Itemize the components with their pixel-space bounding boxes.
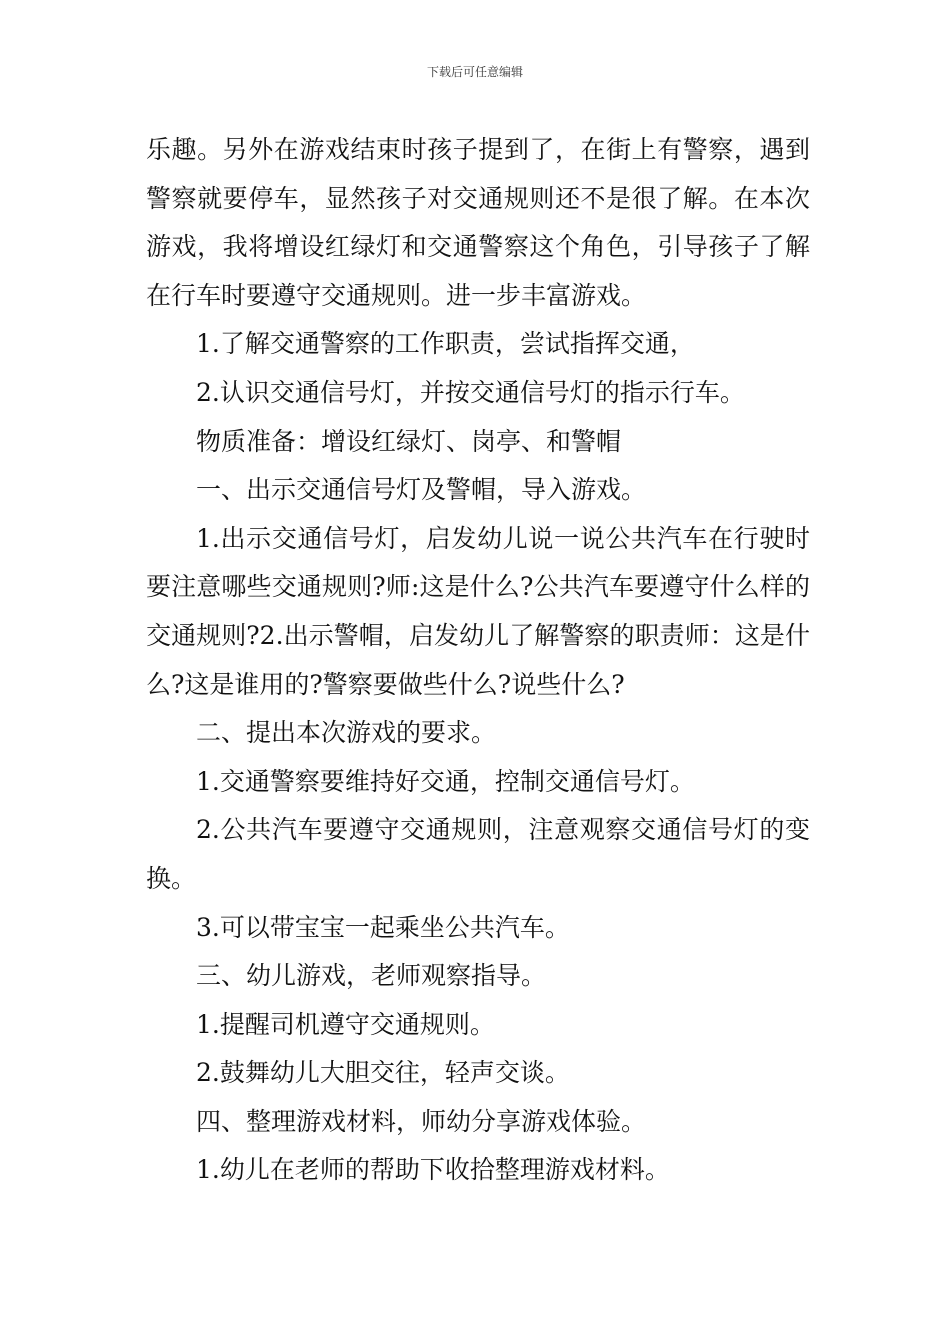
paragraph-goal-1: 1.了解交通警察的工作职责，尝试指挥交通， (196, 329, 695, 359)
paragraph-section-1-steps: 1.出示交通信号灯，启发幼儿说一说公共汽车在行驶时要注意哪些交通规则?师:这是什么?公共汽车要遵守什么样的交通规则?2.出示警帽，启发幼儿了解警察的职责师：这是什么?这是谁用的?警察要做些什么?说些什么? (146, 523, 810, 699)
paragraph-tidy-1: 1.幼儿在老师的帮助下收拾整理游戏材料。 (196, 1155, 670, 1185)
paragraph-guidance-2: 2.鼓舞幼儿大胆交往，轻声交谈。 (196, 1058, 570, 1088)
paragraph-intro-continuation: 乐趣。另外在游戏结束时孩子提到了，在街上有警察，遇到警察就要停车，显然孩子对交通规则还不是很了解。在本次游戏，我将增设红绿灯和交通警察这个角色，引导孩子了解在行车时要遵守交通规则。进一步丰富游戏。 (146, 135, 810, 310)
paragraph-requirement-3: 3.可以带宝宝一起乘坐公共汽车。 (196, 912, 570, 942)
document-body (146, 126, 810, 1195)
paragraph-requirement-1: 1.交通警察要维持好交通，控制交通信号灯。 (196, 766, 695, 796)
section-heading-4: 四、整理游戏材料，师幼分享游戏体验。 (196, 1106, 647, 1136)
section-heading-1: 一、出示交通信号灯及警帽，导入游戏。 (196, 475, 647, 505)
paragraph-requirement-2: 2.公共汽车要遵守交通规则，注意观察交通信号灯的变换。 (146, 815, 810, 893)
paragraph-goal-2: 2.认识交通信号灯，并按交通信号灯的指示行车。 (196, 377, 745, 407)
section-heading-2: 二、提出本次游戏的要求。 (196, 718, 497, 748)
section-heading-3: 三、幼儿游戏，老师观察指导。 (196, 961, 547, 991)
page-header-note: 下载后可任意编辑 (426, 65, 523, 79)
paragraph-guidance-1: 1.提醒司机遵守交通规则。 (196, 1009, 495, 1039)
paragraph-materials: 物质准备：增设红绿灯、岗亭、和警帽 (196, 426, 622, 456)
